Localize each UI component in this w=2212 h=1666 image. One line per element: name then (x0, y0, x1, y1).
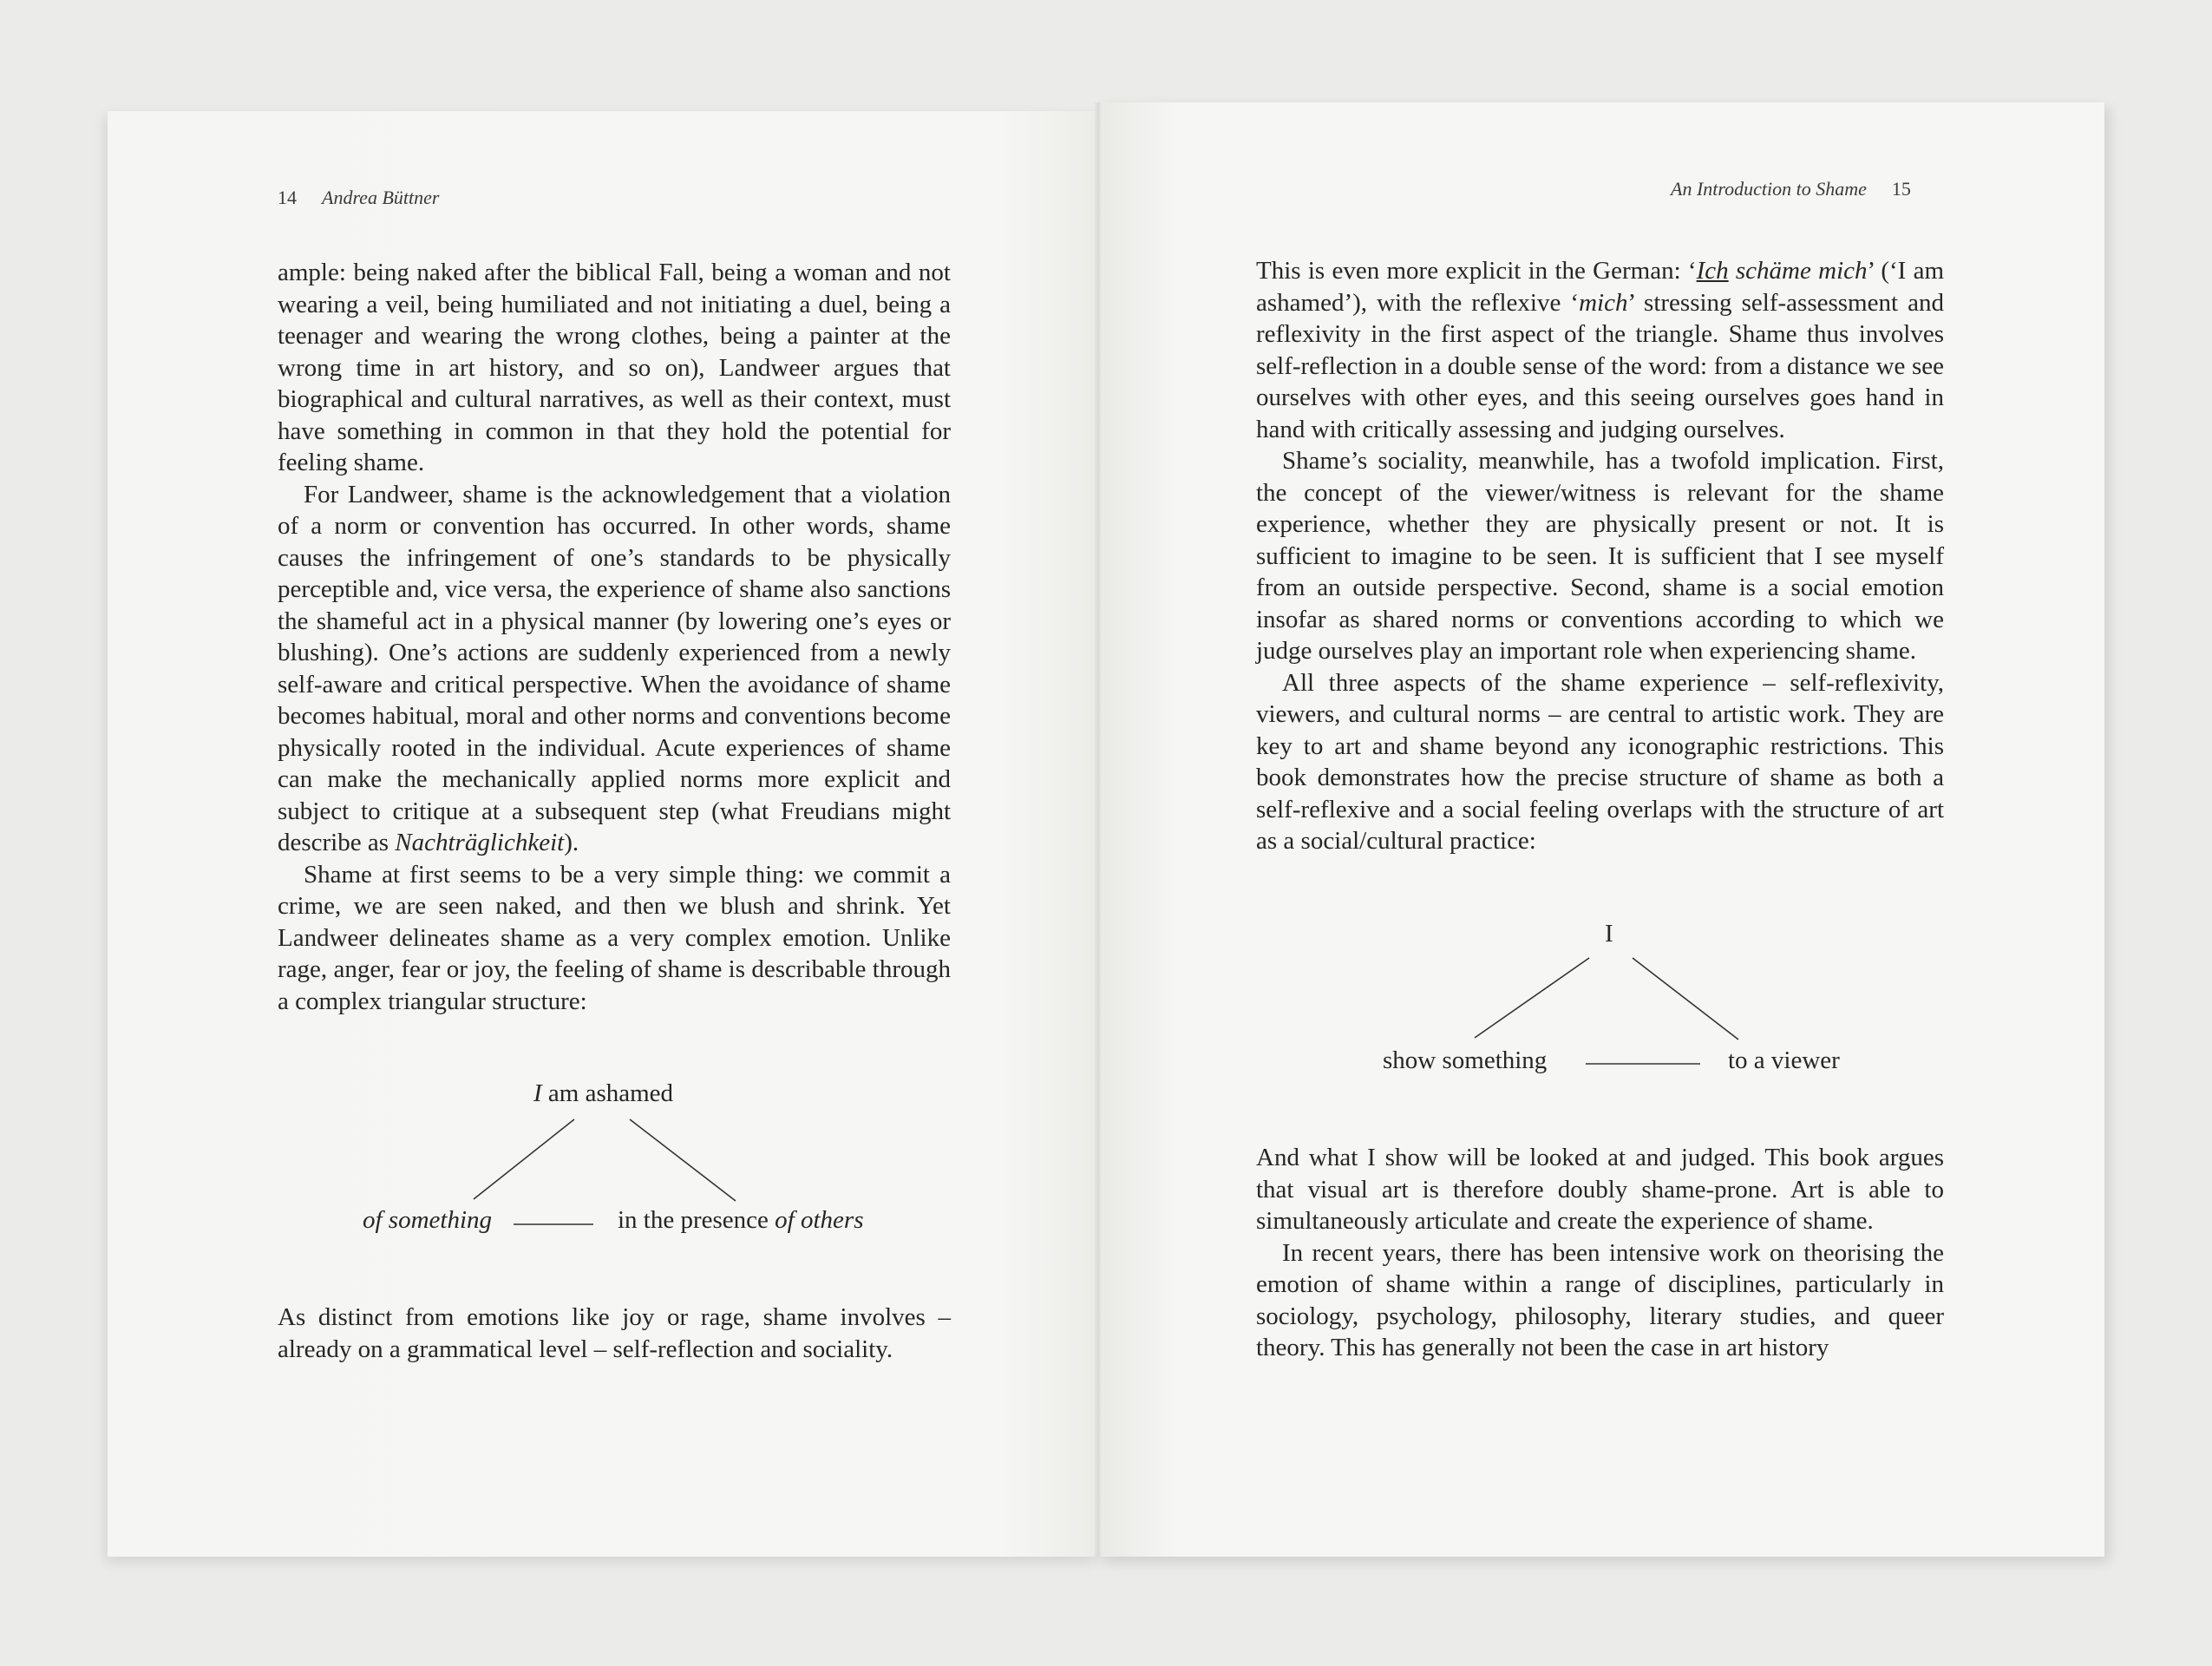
right-diagram-right-label: to a viewer (1728, 1046, 1840, 1074)
right-paragraph-1: This is even more explicit in the German: ‘Ich schäme mich’ (‘I am ashamed’), with the reflexive ‘mich’ stressing self-assessment and reflexivity in the first aspect of the triangle. Shame thus involves self-reflection in a double sense of the word: from a distance we see ourselves with other eyes, and this seeing ourselves goes hand in hand with critically assessing and judging ourselves. (1256, 257, 1945, 443)
right-diagram-top-label: I (1605, 920, 1613, 948)
right-running-head-title: An Introduction to Shame (1671, 178, 1867, 200)
left-running-head (278, 187, 439, 209)
right-closing-paragraph-2: In recent years, there has been intensive work on theorising the emotion of shame within a range of disciplines, particularly in sociology, psychology, philosophy, literary studies, and queer theory. This has generally not been the case in art history (1256, 1238, 1944, 1361)
left-diagram-left-label: of something (363, 1206, 493, 1234)
left-body-text (278, 257, 951, 1017)
left-paragraph-3: Shame at first seems to be a very simple thing: we commit a crime, we are seen naked, and then we blush and shrink. Yet Landweer delineates shame as a very complex emotion. Unlike rage, anger, fear or joy, the feeling of shame is describable through a complex triangular structure: (278, 860, 951, 1015)
right-page-number: 15 (1891, 178, 1911, 200)
left-diagram-right-label: in the presence of others (618, 1206, 864, 1234)
right-closing-paragraph-1: And what I show will be looked at and judged. This book argues that visual art is therefore doubly shame-prone. Art is able to simultaneously articulate and create the experience of shame. (1256, 1144, 1944, 1235)
right-running-head (1671, 178, 1911, 200)
right-body-text (1256, 255, 1944, 857)
left-diagram-top-label: I am ashamed (533, 1079, 674, 1107)
right-paragraph-2: Shame’s sociality, meanwhile, has a twofold implication. First, the concept of the viewer/witness is relevant for the shame experience, whether they are physically present or not. It is sufficient to imagine to be seen. It is sufficient that I see myself from an outside perspective. Second, shame is a social emotion insofar as shared norms or conventions according to which we judge ourselves play an important role when experiencing shame. (1256, 447, 1944, 665)
right-paragraph-3: All three aspects of the shame experience – self-reflexivity, viewers, and cultural norms – are central to artistic work. They are key to art and shame beyond any iconographic restrictions. This book demonstrates how the precise structure of shame as both a self-reflexive and a social feeling overlaps with the structure of art as a social/cultural practice: (1256, 668, 1944, 855)
left-closing-text (278, 1302, 951, 1365)
right-diagram-left-label: show something (1383, 1046, 1548, 1074)
book-gutter (1095, 102, 1102, 1557)
left-closing-paragraph: As distinct from emotions like joy or rage, shame involves – already on a grammatical level – self-reflection and sociality. (278, 1303, 951, 1363)
left-paragraph-1: ample: being naked after the biblical Fall, being a woman and not wearing a veil, being humiliated and not initiating a duel, being a teenager and wearing the wrong clothes, being a painter at the wrong time in art history, and so on), Landweer argues that biographical and cultural narratives, as well as their context, must have something in common in that they hold the potential for feeling shame. (278, 259, 951, 476)
right-closing-text (1256, 1142, 1944, 1364)
left-page-number: 14 (278, 187, 297, 208)
left-paragraph-2: For Landweer, shame is the acknowledgement that a violation of a norm or convention has occurred. In other words, shame causes the infringement of one’s standards to be physically perceptible and, vice versa, the experience of shame also sanctions the shameful act in a physical manner (by lowering one’s eyes or blushing). One’s actions are suddenly experienced from a newly self-aware and critical perspective. When the avoidance of shame becomes habitual, moral and other norms and conventions become physically rooted in the individual. Acute experiences of shame can make the mechanically applied norms more explicit and subject to critique at a subsequent step (what Freudians might describe as Nachträglichkeit). (278, 480, 951, 856)
left-running-head-author: Andrea Büttner (322, 187, 440, 208)
